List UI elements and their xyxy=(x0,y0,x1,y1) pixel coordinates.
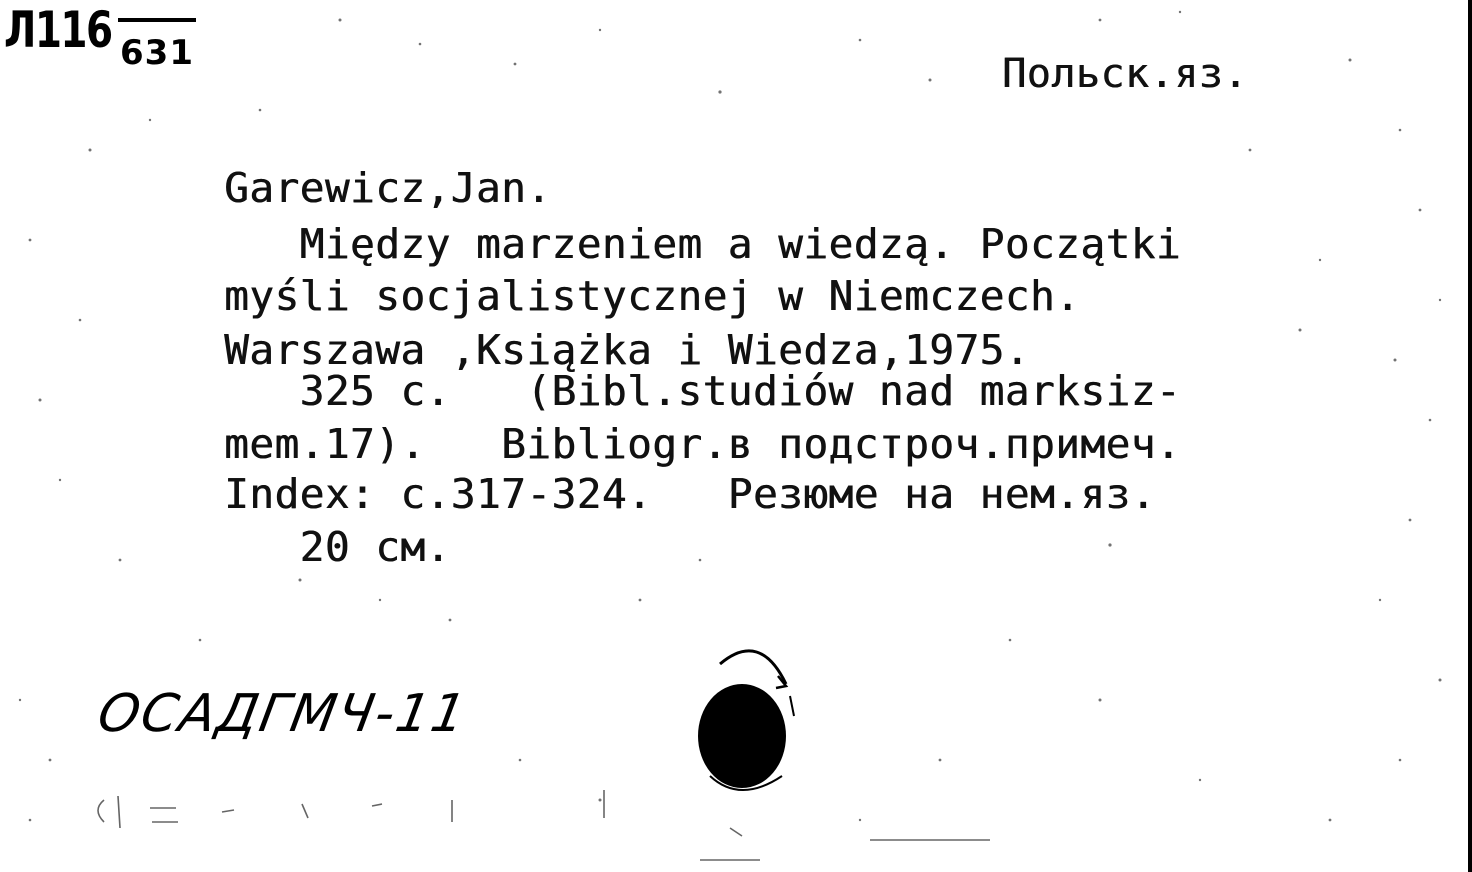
punch-hole-icon xyxy=(690,636,810,806)
shelf-mark-divider xyxy=(118,18,196,22)
entry-title-line-2: myśli socjalistycznej w Niemczech. xyxy=(224,272,1081,320)
card-edge xyxy=(1468,0,1472,872)
entry-author: Garewicz,Jan. xyxy=(224,164,552,212)
language-note: Польск.яз. xyxy=(1002,51,1248,97)
entry-notes: Index: c.317-324. Резюме на нем.яз. xyxy=(224,470,1156,518)
entry-collation-line-2: mem.17). Bibliogr.в подстроч.примеч. xyxy=(224,420,1181,468)
shelf-mark-sub: 631 xyxy=(120,33,194,73)
entry-collation-line-1: 325 c. (Bibl.studiów nad marksiz- xyxy=(224,367,1181,415)
shelf-mark-main: Л116 xyxy=(4,1,112,59)
entry-imprint: Warszawa ,Książka i Wiedza,1975. xyxy=(224,326,1030,374)
entry-size: 20 см. xyxy=(224,523,451,571)
handwritten-code: ОСАДГМЧ-11 xyxy=(93,684,472,744)
entry-title-line-1: Między marzeniem a wiedzą. Początki xyxy=(224,220,1181,268)
